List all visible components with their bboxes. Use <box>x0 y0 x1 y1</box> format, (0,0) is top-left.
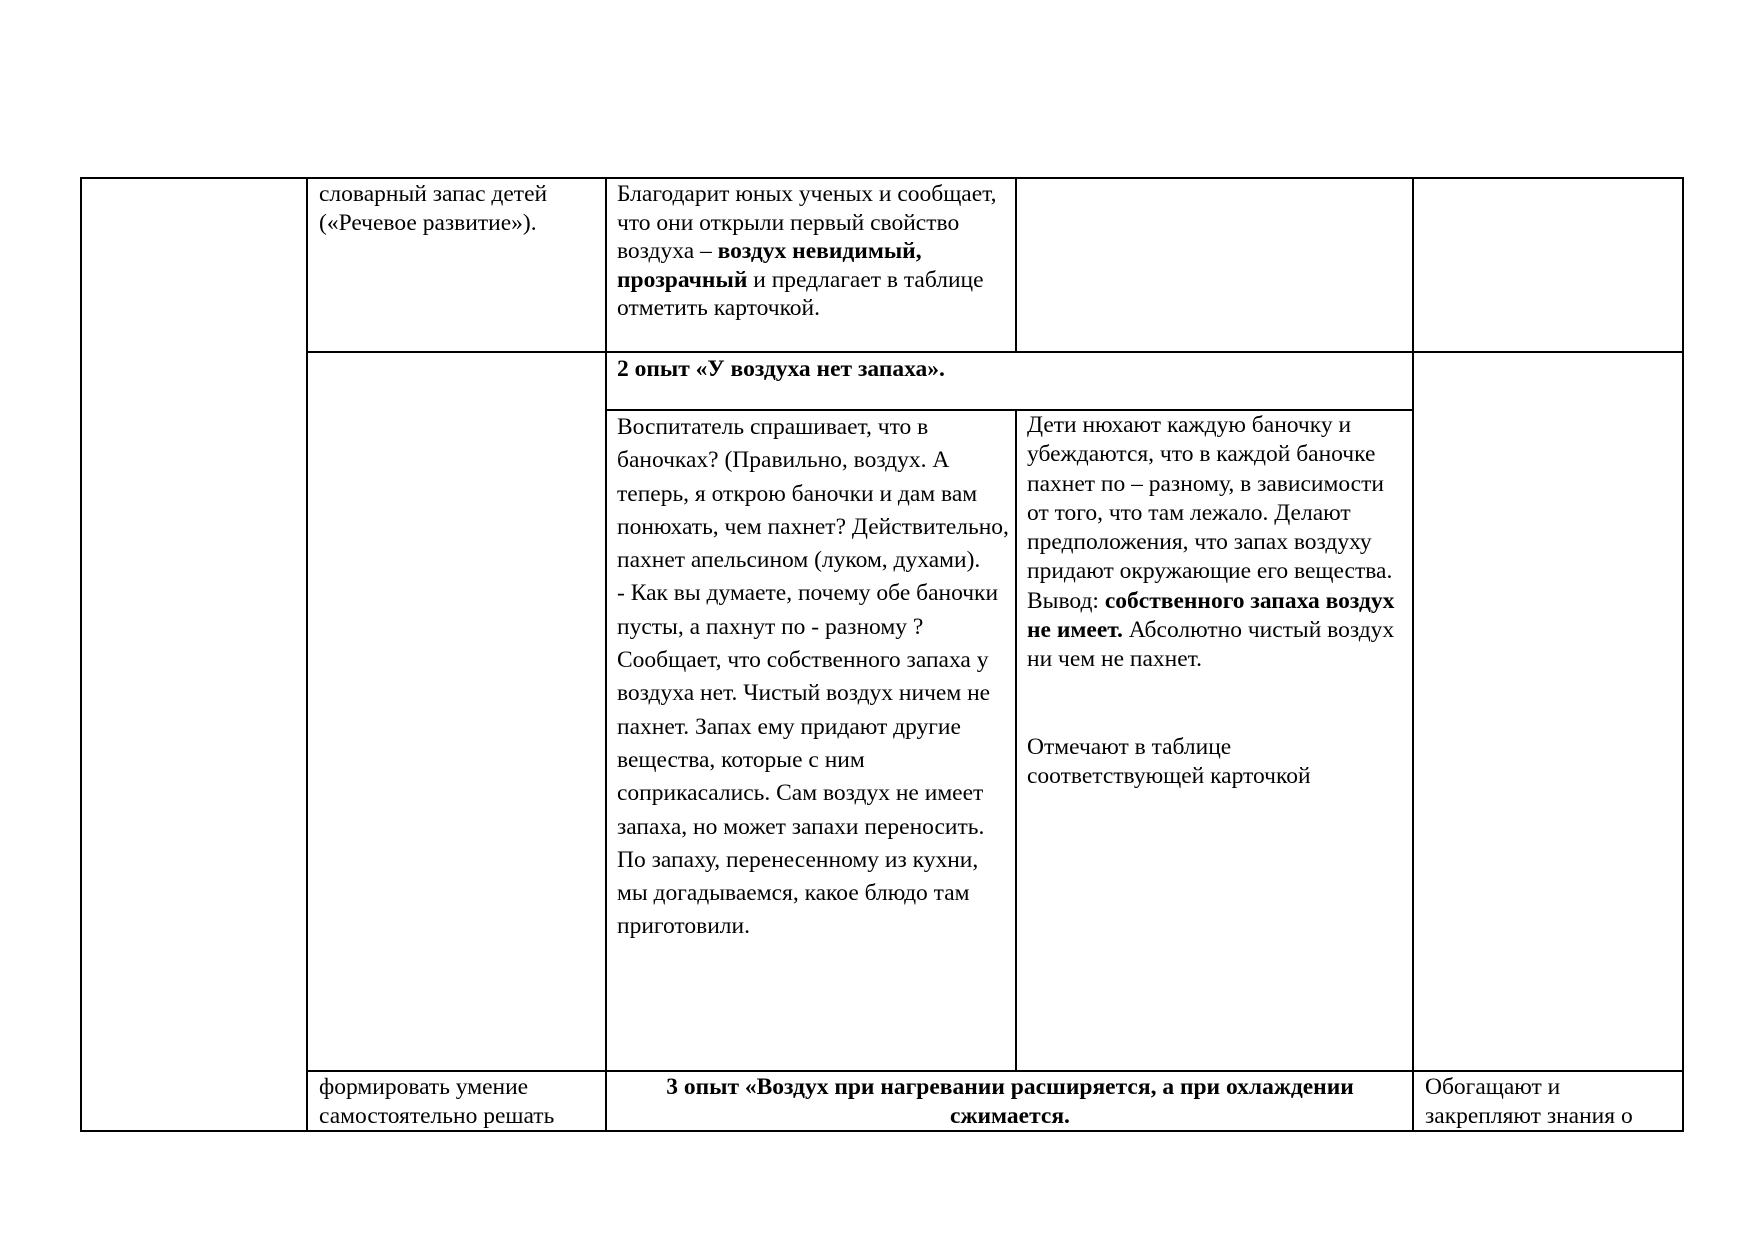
experiment2-conclusion-label: Вывод: <box>1027 587 1105 614</box>
experiment2-title-cell <box>617 355 1397 384</box>
experiment2-conclusion <box>1027 587 1409 675</box>
experiment2-children-p1: Дети нюхают каждую баночку и убеждаются, что в каждой баночке пахнет по – разному, в зависимости от того, что там лежало. Делают предположения, что запах воздуху придают окружающие его вещества. <box>1027 412 1393 585</box>
column1-right-border <box>306 177 308 1132</box>
experiment3-title-text: 3 опыт «Воздух при нагревании расширяется, а при охлаждении сжимается. <box>666 1074 1354 1129</box>
experiment2-conclusion-rest: Абсолютно чистый воздух ни чем не пахнет. <box>1027 617 1395 673</box>
experiment2-teacher-cell <box>617 411 1009 944</box>
row1-teacher-cell <box>617 180 1007 323</box>
table-left-border <box>80 177 82 1132</box>
row3-goal-text: формировать умение самостоятельно решать <box>319 1074 555 1129</box>
row1-goal-text: словарный запас детей («Речевое развитие»). <box>319 181 548 236</box>
row3-result-cell <box>1425 1073 1671 1130</box>
row1-teacher-outro: и предлагает в таблице отметить карточкой. <box>617 266 984 321</box>
experiment2-bottom-border <box>306 1070 1684 1072</box>
row3-experiment3-cell <box>612 1073 1408 1130</box>
table-right-border <box>1682 177 1684 1132</box>
experiment2-teacher-p2: - Как вы думаете, почему обе баночки пусты, а пахнут по - разному ? <box>617 580 999 640</box>
experiment2-conclusion-bold: собственного запаха воздух не имеет. <box>1027 587 1395 644</box>
experiment2-teacher-p3: Сообщает, что собственного запаха у воздуха нет. Чистый воздух ничем не пахнет. Запах ему придают другие вещества, которые с ним соприкасались. Сам воздух не имеет запаха, но может запахи переносить. По запаху, перенесенному из кухни, мы догадываемся, какое блюдо там приготовили. <box>617 647 991 940</box>
column3-right-border-row1 <box>1015 177 1017 353</box>
experiment2-title <box>617 355 1397 384</box>
row1-teacher-text <box>617 180 1007 323</box>
table-bottom-border <box>80 1130 1684 1132</box>
row1-teacher-intro: Благодарит юных ученых и сообщает, что они открыли первый свойство воздуха – <box>617 181 997 264</box>
table-top-border <box>80 177 1684 179</box>
column4-right-border <box>1412 177 1414 1132</box>
column2-right-border <box>605 177 607 1132</box>
row1-goal-cell <box>319 180 589 237</box>
column3-right-border-experiment2 <box>1015 409 1017 1072</box>
row1-bottom-border <box>306 351 1684 353</box>
row1-teacher-bold: воздух невидимый, прозрачный <box>617 238 922 293</box>
experiment2-children-cell <box>1027 411 1409 791</box>
experiment2-children-p2: Отмечают в таблице соответствующей карточкой <box>1027 733 1311 789</box>
experiment2-teacher-p1: Воспитатель спрашивает, что в баночках? (Правильно, воздух. А теперь, я открою баночки и дам вам понюхать, чем пахнет? Действительно, пахнет апельсином (луком, духами). <box>617 414 1009 574</box>
row3-goal-cell <box>319 1073 589 1130</box>
experiment3-title <box>612 1073 1408 1130</box>
row3-result-text: Обогащают и закрепляют знания о <box>1425 1074 1633 1129</box>
experiment2-title-text: 2 опыт «У воздуха нет запаха». <box>617 356 945 382</box>
